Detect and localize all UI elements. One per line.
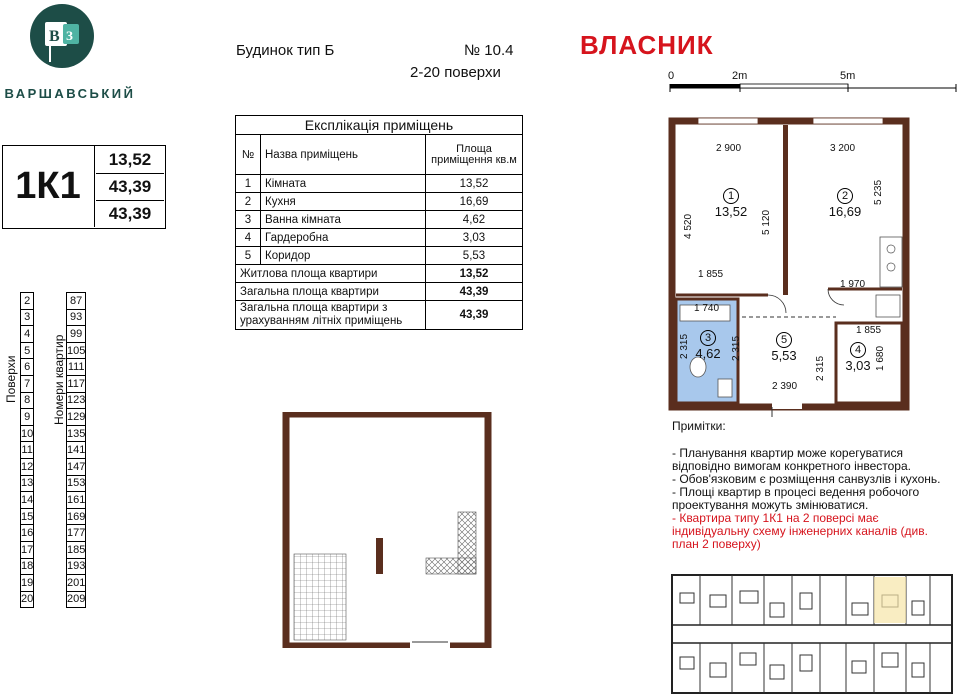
dim-3200: 3 200 bbox=[830, 143, 856, 154]
logo-brand-text: ВАРШАВСЬКИЙ bbox=[4, 86, 136, 101]
table-row bbox=[67, 475, 86, 492]
floor-number: 9 bbox=[21, 409, 34, 426]
scale-bar bbox=[668, 72, 958, 96]
dim-5120: 5 120 bbox=[761, 209, 773, 236]
building-type: Будинок тип Б bbox=[236, 42, 335, 59]
table-row bbox=[21, 575, 34, 592]
apartment-number: 161 bbox=[67, 492, 86, 509]
owner-title: ВЛАСНИК bbox=[580, 30, 714, 60]
table-row bbox=[21, 309, 34, 326]
table-row bbox=[21, 425, 34, 442]
dim-5235: 5 235 bbox=[873, 179, 885, 206]
table-row bbox=[67, 409, 86, 426]
dim-2315-b: 2 315 bbox=[731, 335, 743, 362]
table-row: 4 Гардеробна 3,03 bbox=[236, 229, 523, 247]
apartment-number: 99 bbox=[67, 326, 86, 343]
room-3-label: 3 4,62 bbox=[695, 332, 721, 361]
table-row bbox=[21, 458, 34, 475]
floor-number: 15 bbox=[21, 508, 34, 525]
table-row bbox=[21, 508, 34, 525]
explication-title: Експлікація приміщень bbox=[236, 116, 523, 135]
total-area-row: Загальна площа квартири 43,39 bbox=[236, 283, 523, 301]
table-row bbox=[21, 392, 34, 409]
col-area-header: Площа приміщення кв.м bbox=[426, 135, 523, 175]
table-row bbox=[21, 475, 34, 492]
apartment-number: 93 bbox=[67, 309, 86, 326]
apartment-number: 87 bbox=[67, 293, 86, 310]
table-row bbox=[67, 392, 86, 409]
table-row bbox=[67, 359, 86, 376]
dim-2315-c: 2 315 bbox=[815, 355, 827, 382]
table-row: 5 Коридор 5,53 bbox=[236, 247, 523, 265]
floor-number: 12 bbox=[21, 458, 34, 475]
living-area-row: Житлова площа квартири 13,52 bbox=[236, 265, 523, 283]
table-row bbox=[21, 525, 34, 542]
logo-emblem bbox=[30, 4, 94, 68]
floor-number: 6 bbox=[21, 359, 34, 376]
table-row bbox=[67, 508, 86, 525]
floor-number: 20 bbox=[21, 591, 34, 608]
summer-area-row: Загальна площа квартири з урахуванням літніх приміщень 43,39 bbox=[236, 301, 523, 330]
apartment-type: 1К1 bbox=[2, 145, 95, 227]
table-row bbox=[67, 558, 86, 575]
room-1-label: 1 13,52 bbox=[714, 190, 748, 219]
dim-1970: 1 970 bbox=[840, 279, 866, 290]
floor-number: 5 bbox=[21, 342, 34, 359]
table-row bbox=[67, 591, 86, 608]
table-row bbox=[67, 492, 86, 509]
table-row bbox=[21, 558, 34, 575]
svg-text:З: З bbox=[66, 28, 73, 43]
floor-column bbox=[20, 292, 34, 608]
notes-title: Примітки: bbox=[672, 419, 726, 433]
dim-2315-a: 2 315 bbox=[679, 333, 691, 360]
apartment-summer-area: 43,39 bbox=[108, 203, 152, 223]
apartment-number: 209 bbox=[67, 591, 86, 608]
apartment-number: 111 bbox=[67, 359, 86, 376]
room-4-label: 4 3,03 bbox=[845, 344, 871, 373]
room-2-label: 2 16,69 bbox=[828, 190, 862, 219]
table-row bbox=[67, 375, 86, 392]
table-row bbox=[21, 342, 34, 359]
apartment-number: 193 bbox=[67, 558, 86, 575]
floor-number: 13 bbox=[21, 475, 34, 492]
apartment-number: 129 bbox=[67, 409, 86, 426]
logo-icon bbox=[30, 4, 94, 68]
apartment-number: 177 bbox=[67, 525, 86, 542]
floor-number: 4 bbox=[21, 326, 34, 343]
dim-2900: 2 900 bbox=[716, 143, 742, 154]
scale-zero: 0 bbox=[668, 70, 675, 82]
table-row bbox=[67, 541, 86, 558]
table-row bbox=[21, 293, 34, 310]
floor-number: 19 bbox=[21, 575, 34, 592]
apartment-number: 201 bbox=[67, 575, 86, 592]
building-number: № 10.4 bbox=[464, 42, 514, 59]
note-item: - Планування квартир може корегуватися відповідно вимогам конкретного інвестора. bbox=[672, 446, 911, 473]
floor-number: 3 bbox=[21, 309, 34, 326]
notes-block bbox=[672, 420, 957, 551]
floor-number: 7 bbox=[21, 375, 34, 392]
note-item: - Площі квартир в процесі ведення робочого проектування можуть змінюватися. bbox=[672, 485, 920, 512]
dim-1855-b: 1 855 bbox=[856, 325, 882, 336]
floor-number: 10 bbox=[21, 425, 34, 442]
floor-number: 17 bbox=[21, 541, 34, 558]
apartment-numbers-label: Номери квартир bbox=[52, 334, 66, 425]
floor-number: 16 bbox=[21, 525, 34, 542]
apartment-number-column bbox=[66, 292, 86, 608]
table-row bbox=[67, 442, 86, 459]
table-row bbox=[21, 359, 34, 376]
table-row bbox=[67, 293, 86, 310]
apartment-number: 185 bbox=[67, 541, 86, 558]
table-row bbox=[67, 342, 86, 359]
table-row bbox=[21, 409, 34, 426]
apartment-living-area: 13,52 bbox=[96, 146, 164, 174]
table-row: 3 Ванна кімната 4,62 bbox=[236, 211, 523, 229]
dim-1855-a: 1 855 bbox=[698, 269, 724, 280]
floor-number: 2 bbox=[21, 293, 34, 310]
note-item: - Обов'язковим є розміщення санвузлів і кухонь. bbox=[672, 472, 941, 486]
table-row bbox=[21, 375, 34, 392]
table-row bbox=[67, 326, 86, 343]
apartment-number: 123 bbox=[67, 392, 86, 409]
apartment-total-area: 43,39 bbox=[96, 173, 164, 201]
table-row: 2 Кухня 16,69 bbox=[236, 193, 523, 211]
dim-4520: 4 520 bbox=[683, 213, 695, 240]
col-num-header: № bbox=[236, 135, 261, 175]
floors-label: Поверхи bbox=[4, 355, 18, 403]
apartment-number: 147 bbox=[67, 458, 86, 475]
apartment-floor-plan bbox=[668, 117, 910, 417]
table-row bbox=[21, 541, 34, 558]
dim-1680: 1 680 bbox=[875, 345, 887, 372]
table-row bbox=[67, 425, 86, 442]
floor-number: 18 bbox=[21, 558, 34, 575]
apartment-number: 141 bbox=[67, 442, 86, 459]
table-row bbox=[21, 442, 34, 459]
floor-number: 11 bbox=[21, 442, 34, 459]
scale-end: 5m bbox=[840, 70, 856, 82]
table-row: 1 Кімната 13,52 bbox=[236, 175, 523, 193]
floor-number: 8 bbox=[21, 392, 34, 409]
room-5-label: 5 5,53 bbox=[771, 334, 797, 363]
table-row bbox=[21, 492, 34, 509]
table-row bbox=[67, 309, 86, 326]
table-row bbox=[21, 591, 34, 608]
dim-2390: 2 390 bbox=[772, 381, 798, 392]
svg-text:В: В bbox=[49, 28, 60, 45]
table-row bbox=[21, 326, 34, 343]
apartment-number: 169 bbox=[67, 508, 86, 525]
col-name-header: Назва приміщень bbox=[261, 135, 426, 175]
shell-plan bbox=[282, 412, 492, 648]
table-row bbox=[67, 458, 86, 475]
building-key-plan bbox=[670, 573, 954, 695]
note-item-red: - Квартира типу 1К1 на 2 поверсі має індивідуальну схему інженерних каналів (див. план 2 поверху) bbox=[672, 511, 928, 551]
table-row bbox=[67, 525, 86, 542]
apartment-number: 153 bbox=[67, 475, 86, 492]
floor-number: 14 bbox=[21, 492, 34, 509]
scale-mid: 2m bbox=[732, 70, 748, 82]
dim-1740: 1 740 bbox=[694, 303, 720, 314]
apartment-number: 117 bbox=[67, 375, 86, 392]
apartment-number: 105 bbox=[67, 342, 86, 359]
floors-range: 2-20 поверхи bbox=[410, 64, 501, 81]
table-row bbox=[67, 575, 86, 592]
explication-table bbox=[235, 115, 523, 330]
apartment-number: 135 bbox=[67, 425, 86, 442]
